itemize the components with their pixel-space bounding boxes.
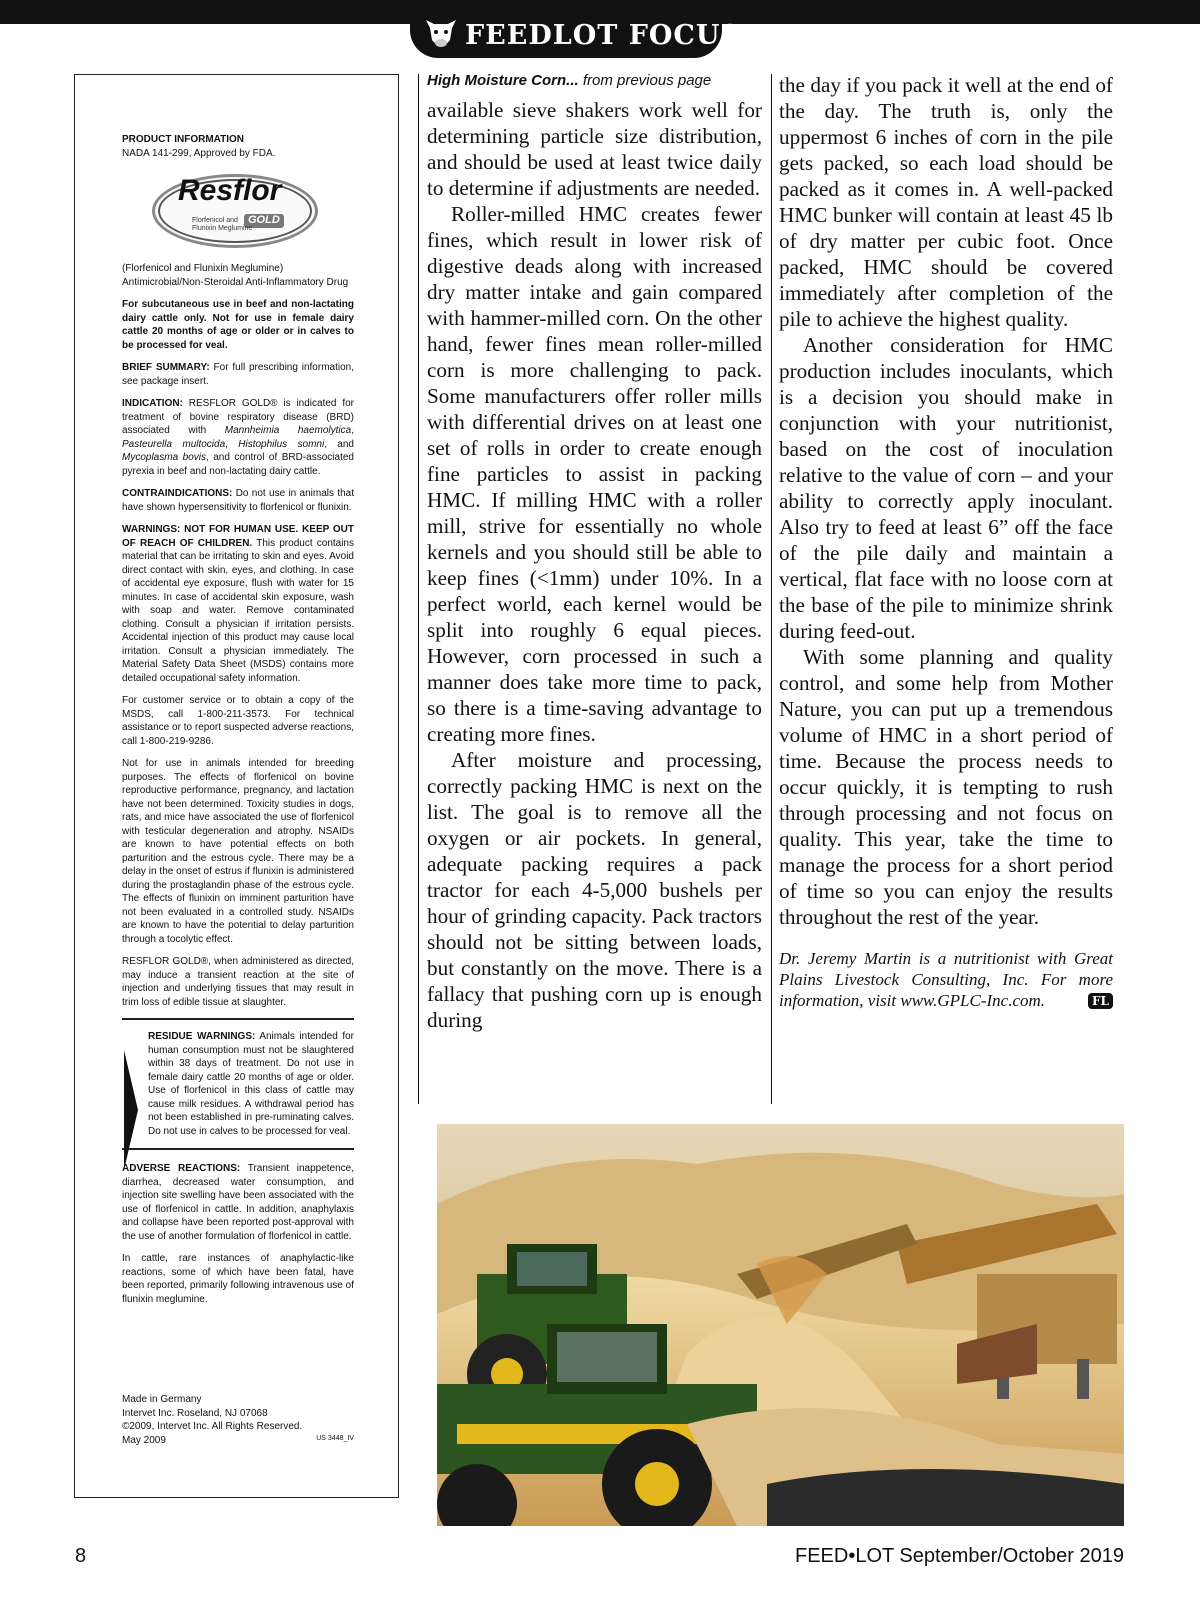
generic-name-block — [122, 262, 354, 289]
use-statement: For subcutaneous use in beef and non-lactating dairy cattle only. Not for use in female dairy cattle 20 months of age or older or in calves to be processed for veal. — [122, 299, 354, 351]
indication-text-end: , and control of BRD-associated pyrexia in beef and non-lactating dairy cattle. — [122, 452, 354, 477]
logo-sub-line2: Flunixin Meglumine — [192, 225, 253, 232]
contra-text: Do not use in animals that have shown hypersensitivity to florfenicol or flunixin. — [122, 488, 354, 513]
ad-code: US 3448_IV — [316, 1434, 354, 1442]
masthead: FEED•LOT September/October 2019 — [794, 1545, 1124, 1567]
indication-label: INDICATION: — [122, 398, 183, 409]
made-in: Made in Germany — [122, 1394, 202, 1405]
continuation-note: from previous page — [578, 72, 712, 89]
generic-name: (Florfenicol and Flunixin Meglumine) — [122, 263, 284, 274]
corn-harvest-photo — [437, 1124, 1124, 1526]
brief-summary-label: BRIEF SUMMARY: — [122, 362, 210, 373]
logo-word: Resflor — [178, 174, 282, 207]
organism: Mannheimia haemolytica — [224, 425, 352, 436]
product-info-box — [74, 74, 399, 1498]
contraindications — [122, 487, 354, 514]
organism: Pasteurella multocida — [122, 438, 226, 450]
author-bio — [779, 948, 1113, 1011]
resflor-gold-logo — [152, 174, 322, 252]
separator: , — [351, 425, 354, 436]
page-number: 8 — [75, 1545, 87, 1567]
copyright: ©2009, Intervet Inc. All Rights Reserved. — [122, 1421, 303, 1432]
product-info-heading: PRODUCT INFORMATION — [122, 134, 245, 145]
date: May 2009 — [122, 1434, 166, 1446]
column-divider — [771, 74, 772, 1104]
continuation-title: High Moisture Corn... — [427, 72, 579, 89]
adverse-reactions — [122, 1162, 354, 1243]
contra-label: CONTRAINDICATIONS: — [122, 488, 233, 499]
warnings — [122, 523, 354, 685]
injection-site-note: RESFLOR GOLD®, when administered as directed, may induce a transient reaction at the site of injection and underlying tissues that may result in trim loss of edible tissue at slaughter. — [122, 956, 354, 1008]
breeding-note: Not for use in animals intended for breeding purposes. The effects of florfenicol on bovine reproductive performance, pregnancy, and lactation have not been determined. Toxicity studies in dogs, rats, and mice have associated the use of florfenicol with testicular degeneration and atrophy. NSAIDs are known to have potential effects on both parturition and the estrous cycle. There may be a delay in the onset of estrus if flunixin is administered during the prostaglandin phase of the estrous cycle. The effects of flunixin on imminent parturition have not been evaluated in a controlled study. NSAIDs are known to have the potential to delay parturition through a tocolytic effect. — [122, 758, 354, 945]
adverse-label: ADVERSE REACTIONS: — [122, 1163, 241, 1174]
residue-warnings — [148, 1030, 354, 1138]
cow-head-icon — [422, 12, 460, 52]
anaphylactic-note: In cattle, rare instances of anaphylactic-like reactions, some of which have been fatal, have been reported, primarily following intravenous use of flunixin meglumine. — [122, 1253, 354, 1305]
logo-subtitle — [192, 217, 252, 233]
customer-service: For customer service or to obtain a copy of the MSDS, call 1-800-211-3573. For technical assistance or to report suspected adverse reactions, call 1-800-219-9286. — [122, 695, 354, 747]
brief-summary — [122, 361, 354, 388]
indication — [122, 397, 354, 478]
residue-text: Animals intended for human consumption must not be slaughtered within 38 days of treatment. Do not use in female dairy cattle 20 months of age or older. Use of florfenicol in this class of cattle may cause milk residues. A withdrawal period has not been established in pre-ruminating calves. Do not use in calves to be processed for veal. — [148, 1031, 355, 1137]
adverse-text: Transient inappetence, diarrhea, decreased water consumption, and injection site swelling have been associated with the use of florfenicol in cattle. In addition, anaphylaxis and collapse have been reported post-approval with the use of another formulation of florfenicol in cattle. — [122, 1163, 354, 1242]
arrow-icon — [124, 1050, 138, 1170]
logo-sub-line1: Florfenicol and — [192, 217, 238, 224]
continuation-line — [427, 72, 711, 89]
article-paragraph: available sieve shakers work well for determining particle size distribution, and should be used at least twice daily to determine if adjustments are needed. — [427, 98, 762, 200]
section-title: FEEDLOT FOCUS — [465, 20, 741, 51]
article-paragraph: the day if you pack it well at the end of the day. The truth is, only the uppermost 6 inches of corn in the pile gets packed, so each load should be packed as it comes in. A well-packed HMC bunker will contain at least 45 lb of dry matter per cubic foot. Once packed, HMC should be covered immediately after completion of the pile to achieve the highest quality. — [779, 73, 1113, 331]
drug-class: Antimicrobial/Non-Steroidal Anti-Inflammatory Drug — [122, 276, 349, 288]
manufacturer-info — [122, 1393, 354, 1447]
article-column-2 — [779, 72, 1113, 1011]
brief-summary-text: For full prescribing information, see package insert. — [122, 362, 354, 387]
organism: Mycoplasma bovis — [122, 452, 206, 463]
article-column-1 — [427, 97, 762, 1033]
company: Intervet Inc. Roseland, NJ 07068 — [122, 1407, 268, 1419]
logo-gold: GOLD — [244, 214, 284, 228]
residue-label: RESIDUE WARNINGS: — [148, 1031, 256, 1042]
product-info-content — [122, 133, 354, 1315]
indication-text: RESFLOR GOLD® is indicated for treatment of bovine respiratory disease (BRD) associated with — [122, 398, 354, 436]
article-paragraph: After moisture and processing, correctly packing HMC is next on the list. The goal is to remove all the oxygen or air pockets. In general, adequate packing requires a pack tractor for each 4-5,000 bushels per hour of grinding capacity. Pack tractors should not be sitting between loads, but constantly on the move. There is a fallacy that pushing corn up is enough during — [427, 748, 762, 1032]
article-paragraph: Roller-milled HMC creates fewer fines, which result in lower risk of digestive deads along with increased dry matter intake and gain compared with hammer-milled corn. On the other hand, fewer fines mean roller-milled corn is more challenging to pack. Some manufacturers offer roller mills with differential drives on at least one set of rolls in order to create enough fine particles to assist in packing HMC. If milling HMC with a roller mill, strive for essentially no whole kernels and you should still be able to keep fines (<1mm) under 10%. In a perfect world, each kernel would be split into roughly 6 equal pieces. However, corn processed in such a manner does take more time to pack, so there is a time-saving advantage to creating more fines. — [427, 202, 762, 746]
residue-warnings-box — [122, 1018, 354, 1150]
nada-approval: NADA 141-299, Approved by FDA. — [122, 147, 276, 159]
separator: , — [225, 438, 239, 450]
separator: , and — [324, 438, 354, 450]
warnings-text: This product contains material that can be irritating to skin and eyes. Avoid direct contact with skin, eyes, and clothing. In case of accidental eye exposure, flush with water for 15 minutes. In case of accidental skin exposure, wash with soap and water. Remove contaminated clothing. Consult a physician if irritation persists. Accidental injection of this product may cause local irritation. Consult a physician immediately. The Material Safety Data Sheet (MSDS) contains more detailed occupational safety information. — [122, 537, 354, 684]
author-bio-text: Dr. Jeremy Martin is a nutritionist with Great Plains Livestock Consulting, Inc. For more information, visit www.GPLC-Inc.com. — [779, 949, 1113, 1010]
organism: Histophilus somni — [238, 438, 325, 450]
column-divider — [418, 74, 419, 1104]
end-mark-badge: FL — [1088, 993, 1113, 1009]
warnings-label: WARNINGS: NOT FOR HUMAN USE. KEEP OUT OF REACH OF CHILDREN. — [122, 524, 354, 549]
article-paragraph: Another consideration for HMC production includes inoculants, which is a decision you should make in conjunction with your nutritionist, based on the cost of inoculation relative to the value of corn – and your ability to correctly apply inoculant. Also try to feed at least 6” off the face of the pile daily and maintain a vertical, flat face with no loose corn at the base of the pile to minimize shrink during feed-out. — [779, 333, 1113, 643]
article-paragraph: With some planning and quality control, and some help from Mother Nature, you can put up a tremendous volume of HMC in a short period of time. Because the process needs to occur quickly, it is tempting to rush through processing and not focus on quality. This year, take the time to manage the process for a short period of time so you can enjoy the results throughout the rest of the year. — [779, 645, 1113, 929]
